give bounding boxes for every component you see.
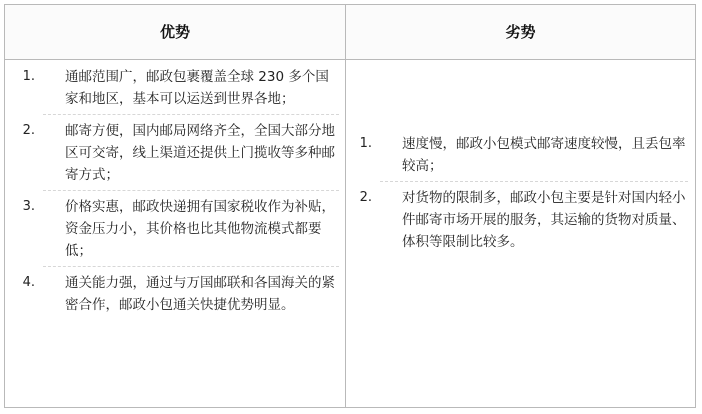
list-item-text: 邮寄方便，国内邮局网络齐全，全国大部分地区可交寄，线上渠道还提供上门揽收等多种邮寄方式；	[65, 123, 335, 183]
list-item	[359, 187, 688, 257]
disadvantages-cell	[346, 60, 695, 407]
list-item-text: 对货物的限制多，邮政小包主要是针对国内轻小件邮寄市场开展的服务，其运输的货物对质量、体积等限制比较多。	[402, 190, 686, 250]
list-item	[22, 196, 339, 267]
list-item-number: 2.	[359, 190, 372, 205]
list-item-number: 4.	[22, 275, 35, 290]
comparison-table	[4, 4, 696, 408]
list-item-text: 速度慢，邮政小包模式邮寄速度较慢，且丢包率较高；	[402, 136, 686, 174]
list-item	[22, 272, 339, 320]
advantages-header: 优势	[159, 23, 190, 41]
list-item	[22, 66, 339, 115]
list-item	[22, 120, 339, 191]
list-item-number: 1.	[359, 136, 372, 151]
list-item-text: 通邮范围广，邮政包裹覆盖全球 230 多个国家和地区，基本可以运送到世界各地；	[65, 69, 329, 107]
list-item-number: 1.	[22, 69, 35, 84]
list-item-number: 3.	[22, 199, 35, 214]
table-header-row	[5, 5, 695, 60]
advantages-cell	[5, 60, 345, 407]
list-item-number: 2.	[22, 123, 35, 138]
advantages-list	[22, 66, 339, 325]
disadvantages-header: 劣势	[505, 23, 536, 41]
list-item	[359, 133, 688, 182]
list-item-text: 通关能力强，通过与万国邮联和各国海关的紧密合作，邮政小包通关快捷优势明显。	[65, 275, 335, 313]
list-item-text: 价格实惠，邮政快递拥有国家税收作为补贴，资金压力小，其价格也比其他物流模式都要低；	[65, 199, 335, 259]
disadvantages-list	[359, 133, 688, 262]
